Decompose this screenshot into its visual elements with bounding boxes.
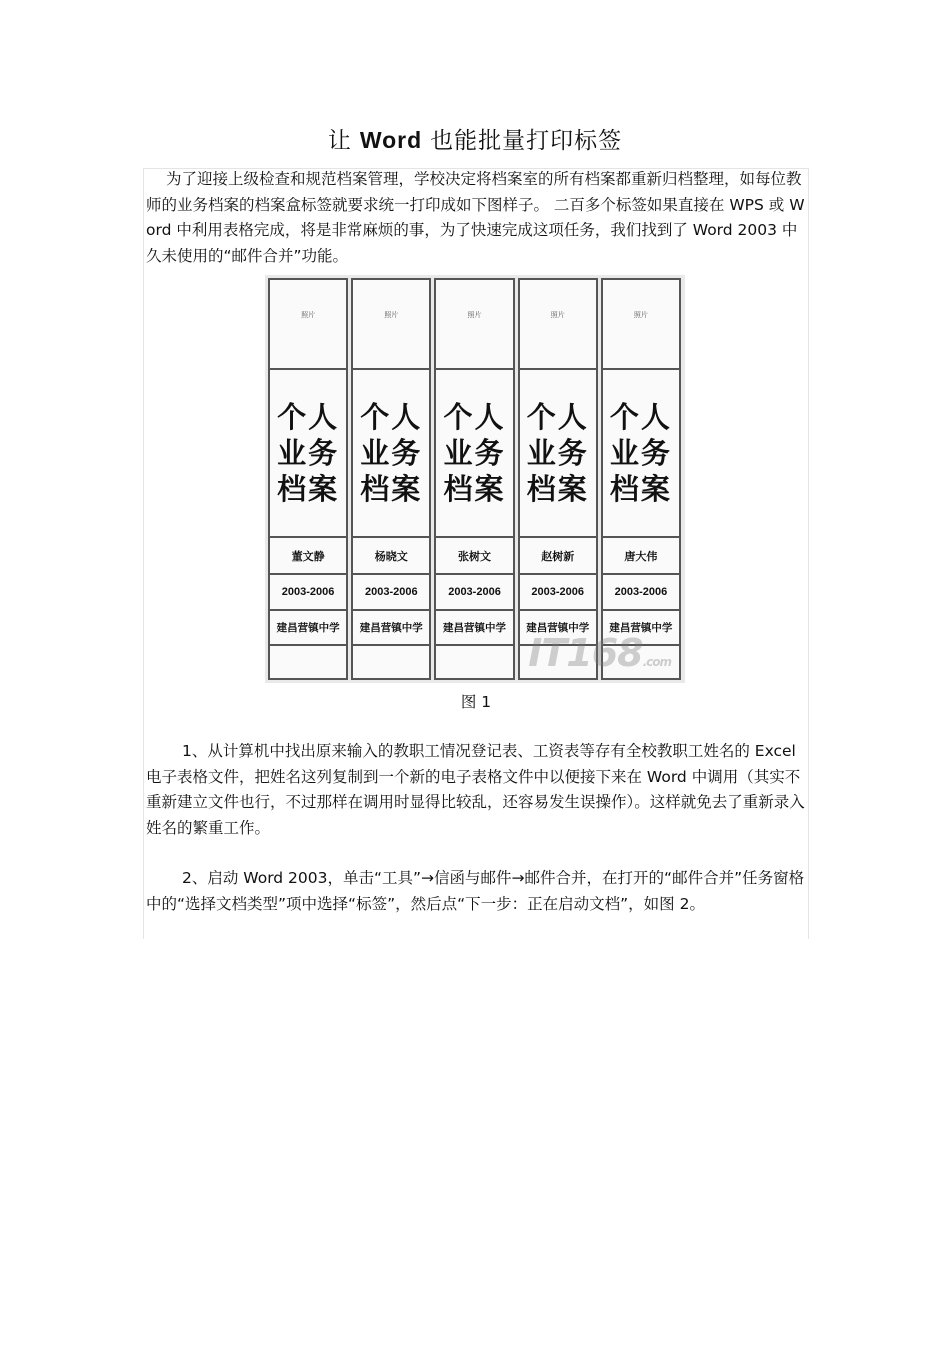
label-teacher-name: 董文静	[270, 538, 346, 575]
document-body	[143, 168, 809, 939]
label-title-line: 业务	[526, 436, 589, 470]
label-year-range: 2003-2006	[353, 575, 429, 611]
archive-label-2	[351, 278, 431, 680]
step-2-paragraph: 2、启动 Word 2003，单击“工具”→信函与邮件→邮件合并，在打开的“邮件合并”任务窗格中的“选择文档类型”项中选择“标签”，然后点“下一步：正在启动文档”，如图 2。	[146, 869, 805, 913]
archive-label-5	[601, 278, 681, 680]
step-1-paragraph: 1、从计算机中找出原来输入的教职工情况登记表、工资表等存有全校教职工姓名的 Excel 电子表格文件，把姓名这列复制到一个新的电子表格文件中以便接下来在 Word 中调用（其实不重新建立文件也行，不过那样在调用时显得比较乱，还容易发生误操作）。这样就免去了重新录入姓名的繁重工作。	[146, 742, 805, 837]
archive-label-3	[434, 278, 514, 680]
title-suffix: 也能批量打印标签	[430, 128, 623, 154]
label-year-range: 2003-2006	[436, 575, 512, 611]
label-title-line: 个人	[526, 400, 589, 434]
label-photo-cell: 照片	[603, 280, 679, 370]
label-year-range: 2003-2006	[603, 575, 679, 611]
label-teacher-name: 张树文	[436, 538, 512, 575]
label-teacher-name: 唐大伟	[603, 538, 679, 575]
label-title-line: 档案	[277, 472, 340, 506]
label-blank-cell	[520, 646, 596, 678]
label-year-range: 2003-2006	[520, 575, 596, 611]
label-title-cell	[270, 370, 346, 538]
archive-label-1	[268, 278, 348, 680]
label-title-cell	[520, 370, 596, 538]
label-title-line: 档案	[443, 472, 506, 506]
label-photo-cell: 照片	[270, 280, 346, 370]
label-title-line: 个人	[360, 400, 423, 434]
label-title-cell	[603, 370, 679, 538]
intro-paragraph: 为了迎接上级检查和规范档案管理，学校决定将档案室的所有档案都重新归档整理，如每位教师的业务档案的档案盒标签就要求统一打印成如下图样子。 二百多个标签如果直接在 WPS 或 Word 中利用表格完成，将是非常麻烦的事，为了快速完成这项任务，我们找到了 Word 2003 中久未使用的“邮件合并”功能。	[146, 170, 805, 265]
label-school-name: 建昌营镇中学	[603, 611, 679, 646]
label-teacher-name: 杨晓文	[353, 538, 429, 575]
title-prefix: 让	[327, 128, 352, 154]
label-school-name: 建昌营镇中学	[520, 611, 596, 646]
label-blank-cell	[603, 646, 679, 678]
label-title-line: 个人	[277, 400, 340, 434]
archive-label-4	[518, 278, 598, 680]
label-photo-cell: 照片	[520, 280, 596, 370]
figure-caption: 图 1	[460, 693, 492, 711]
label-strip-row	[268, 278, 681, 680]
label-blank-cell	[270, 646, 346, 678]
label-title-line: 业务	[443, 436, 506, 470]
label-title-line: 个人	[443, 400, 506, 434]
label-title-line: 档案	[526, 472, 589, 506]
title-word: Word	[359, 127, 423, 153]
steps-section	[144, 739, 808, 917]
label-title-line: 业务	[609, 436, 672, 470]
label-school-name: 建昌营镇中学	[270, 611, 346, 646]
watermark-logo: IT168.com	[528, 631, 671, 675]
label-school-name: 建昌营镇中学	[353, 611, 429, 646]
label-school-name: 建昌营镇中学	[436, 611, 512, 646]
label-title-line: 档案	[609, 472, 672, 506]
label-year-range: 2003-2006	[270, 575, 346, 611]
document-title	[0, 124, 950, 157]
label-title-line: 个人	[609, 400, 672, 434]
label-title-cell	[436, 370, 512, 538]
label-title-line: 业务	[360, 436, 423, 470]
label-blank-cell	[436, 646, 512, 678]
label-photo-cell: 照片	[353, 280, 429, 370]
label-title-cell	[353, 370, 429, 538]
label-teacher-name: 赵树新	[520, 538, 596, 575]
figure-1-label-sheet	[265, 275, 685, 683]
label-blank-cell	[353, 646, 429, 678]
label-title-line: 业务	[277, 436, 340, 470]
label-photo-cell: 照片	[436, 280, 512, 370]
label-title-line: 档案	[360, 472, 423, 506]
